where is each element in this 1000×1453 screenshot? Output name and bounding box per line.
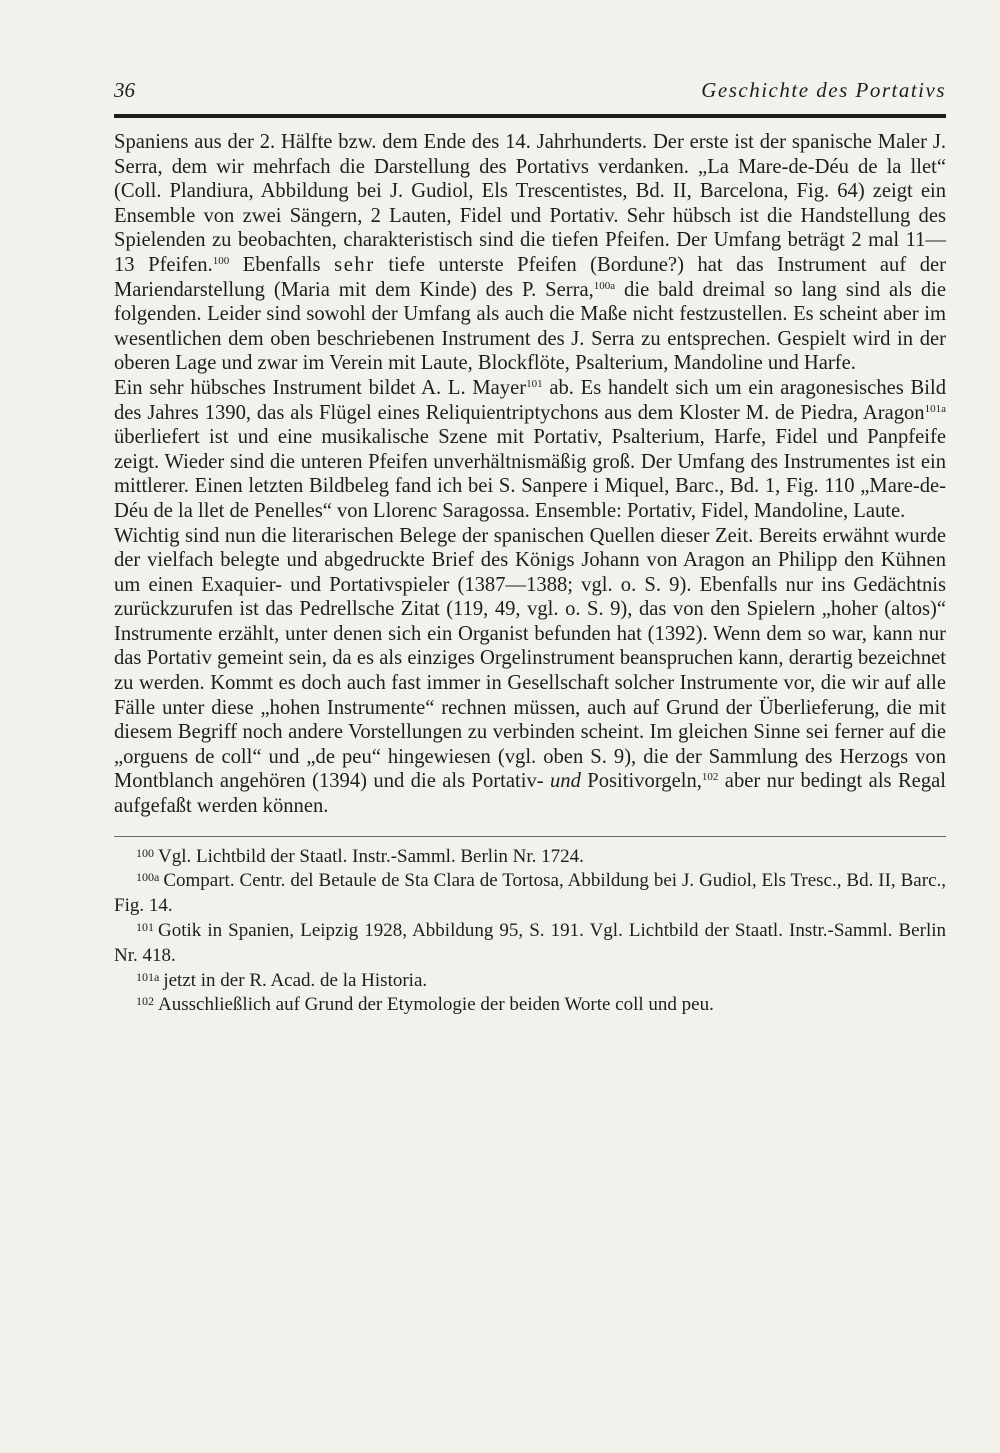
footnotes [114,845,946,1019]
paragraph-3: Wichtig sind nun die literarischen Belege der spanischen Quellen dieser Zeit. Bereits erwähnt wurde der vielfach belegte und abgedruckte Brief des Königs Johann von Aragon an Philipp den Kühnen um einen Exaquier- und Portativspieler (1387—1388; vgl. o. S. 9). Ebenfalls nur ins Gedächtnis zurückzurufen ist das Pedrellsche Zitat (119, 49, vgl. o. S. 9), das von den Spielern „hoher (altos)“ Instrumente erzählt, unter denen sich ein Organist befunden hat (1392). Wenn dem so war, kann nur das Portativ gemeint sein, da es als einziges Orgelinstrument beanspruchen kann, derartig bezeichnet zu werden. Kommt es doch auch fast immer in Gesellschaft solcher Instrumente vor, die wir auf alle Fälle unter diese „hohen Instrumente“ rechnen müssen, auch auf Grund der Überlieferung, die mit diesem Begriff noch andere Vorstellungen zu verbinden scheint. Im gleichen Sinne sei ferner auf die „orguens de coll“ und „de peu“ hingewiesen (vgl. oben S. 9), die der Sammlung des Herzogs von Montblanch angehören (1394) und die als Portativ- und Positivorgeln,$^{102}$ aber nur bedingt als Regal aufgefaßt werden können. [114,524,946,818]
page [114,78,946,1018]
page-number: 36 [114,78,135,102]
footnote-100a: 100a Compart. Centr. del Betaule de Sta Clara de Tortosa, Abbildung bei J. Gudiol, Els Tresc., Bd. II, Barc., Fig. 14. [114,870,946,917]
paragraph-2: Ein sehr hübsches Instrument bildet A. L. Mayer$^{101}$ ab. Es handelt sich um ein aragonesisches Bild des Jahres 1390, das als Flügel eines Reliquientriptychons aus dem Kloster M. de Piedra, Aragon$^{101a}$ überliefert ist und eine musikalische Szene mit Portativ, Psalterium, Harfe, Fidel und Panpfeife zeigt. Wieder sind die unteren Pfeifen unverhältnismäßig groß. Der Umfang des Instrumentes ist ein mittlerer. Einen letzten Bildbeleg fand ich bei S. Sanpere i Miquel, Barc., Bd. 1, Fig. 110 „Mare-de-Déu de la llet de Penelles“ von Llorenc Saragossa. Ensemble: Portativ, Fidel, Mandoline, Laute. [114,376,946,522]
header-rule [114,114,946,118]
paragraph-1: Spaniens aus der 2. Hälfte bzw. dem Ende des 14. Jahrhunderts. Der erste ist der spanische Maler J. Serra, dem wir mehrfach die Darstellung des Portativs verdanken. „La Mare-de-Déu de la llet“ (Coll. Plandiura, Abbildung bei J. Gudiol, Els Trescentistes, Bd. II, Barcelona, Fig. 64) zeigt ein Ensemble von zwei Sängern, 2 Lauten, Fidel und Portativ. Sehr hübsch ist die Handstellung des Spielenden zu beobachten, charakteristisch sind die tiefen Pfeifen. Der Umfang beträgt 2 mal 11—13 Pfeifen.$^{100}$ Ebenfalls sehr tiefe unterste Pfeifen (Bordune?) hat das Instrument auf der Mariendarstellung (Maria mit dem Kinde) des P. Serra,$^{100a}$ die bald dreimal so lang sind als die folgenden. Leider sind sowohl der Umfang als auch die Maße nicht festzustellen. Es scheint aber im wesentlichen dem oben beschriebenen Instrument des J. Serra zu entsprechen. Gespielt wird in der oberen Lage und zwar im Verein mit Laute, Blockflöte, Psalterium, Mandoline und Harfe. [114,131,946,375]
footnote-rule [114,836,946,837]
footnote-ref-102: 102 [701,771,719,784]
main-text [114,130,946,819]
footnote-ref-100: 100 [212,254,230,267]
running-title: Geschichte des Portativs [701,78,946,102]
footnote-101a: 101a jetzt in der R. Acad. de la Historia. [136,969,428,991]
footnote-ref-101: 101 [526,377,543,390]
emphasis-und: und [550,770,581,793]
emphasis-sehr: sehr [334,253,375,276]
footnote-100: 100 Vgl. Lichtbild der Staatl. Instr.-Samml. Berlin Nr. 1724. [136,845,584,867]
running-header [114,78,946,114]
footnote-ref-100a: 100a [593,279,616,292]
footnote-101: 101 Gotik in Spanien, Leipzig 1928, Abbildung 95, S. 191. Vgl. Lichtbild der Staatl. Instr.-Samml. Berlin Nr. 418. [114,920,946,966]
footnote-102: 102 Ausschließlich auf Grund der Etymologie der beiden Worte coll und peu. [136,994,714,1016]
footnote-ref-101a: 101a [924,402,946,415]
